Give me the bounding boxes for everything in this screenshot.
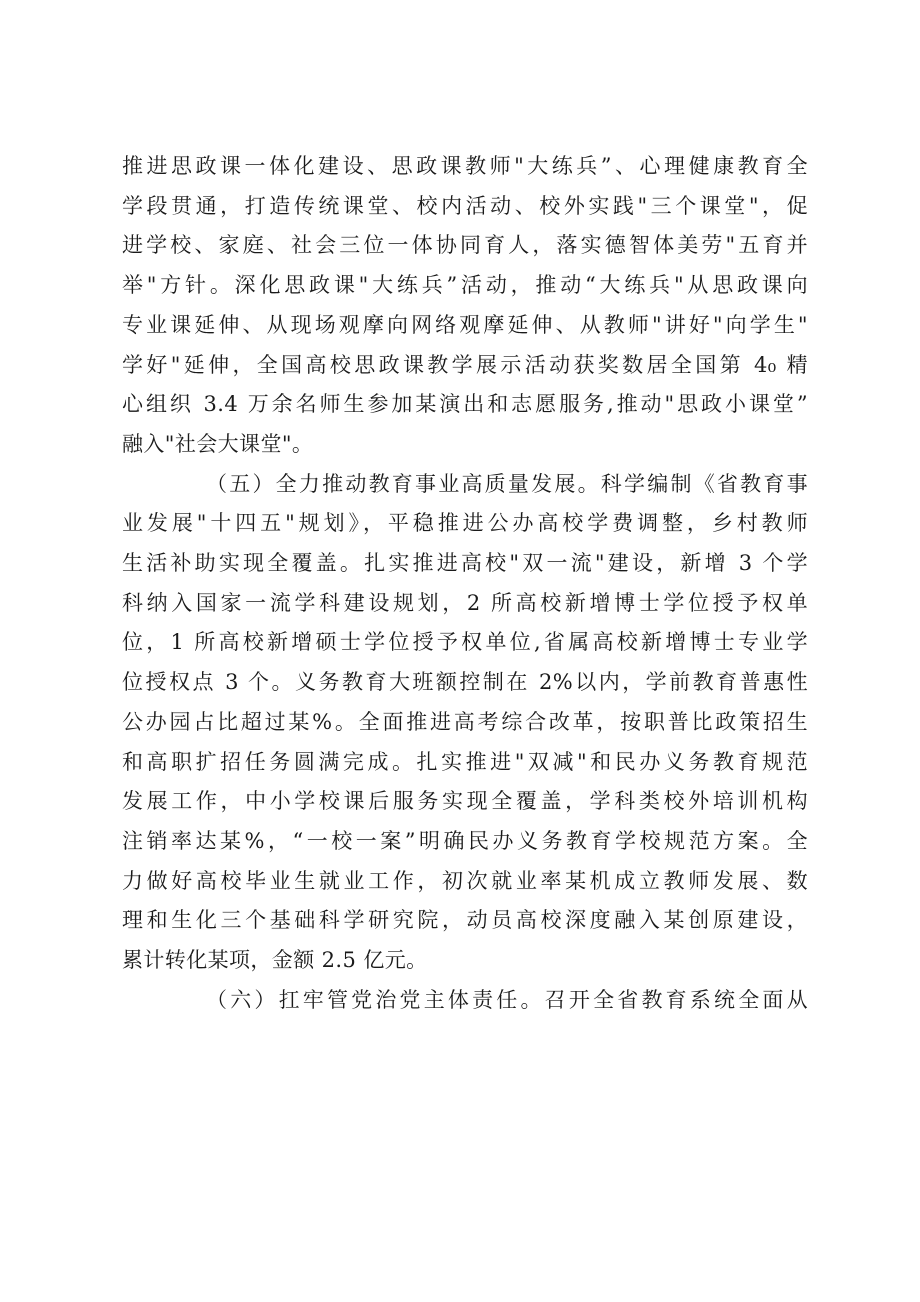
text-line: 位授权点 3 个。义务教育大班额控制在 2%以内，学前教育普惠性 <box>122 670 808 695</box>
section-heading-line: （六）扛牢管党治党主体责任。召开全省教育系统全面从 <box>206 987 808 1012</box>
text-line: 力做好高校毕业生就业工作，初次就业率某机成立教师发展、数 <box>122 868 808 893</box>
text-line: 学好"延伸，全国高校思政课教学展示活动获奖数居全国第 4₀ 精 <box>122 352 808 377</box>
text-line: 融入"社会大课堂"。 <box>122 431 314 456</box>
text-line: 心组织 3.4 万余名师生参加某演出和志愿服务,推动"思政小课堂” <box>122 392 808 417</box>
text-line: 位，1 所高校新增硕士学位授予权单位,省属高校新增博士专业学 <box>122 630 808 655</box>
section-heading-line: （五）全力推动教育事业高质量发展。科学编制《省教育事 <box>206 471 808 496</box>
text-line: 进学校、家庭、社会三位一体协同育人，落实德智体美劳"五育并 <box>122 233 808 258</box>
text-line: 和高职扩招任务圆满完成。扎实推进"双减"和民办义务教育规范 <box>122 749 808 774</box>
text-line: 专业课延伸、从现场观摩向网络观摩延伸、从教师"讲好"向学生" <box>122 312 808 337</box>
paragraph-section-six <box>122 981 808 1021</box>
document-body <box>122 147 808 1020</box>
paragraph-ideological-education <box>122 147 808 465</box>
text-line: 公办园占比超过某%。全面推进高考综合改革，按职普比政策招生 <box>122 709 808 734</box>
text-line: 学段贯通，打造传统课堂、校内活动、校外实践"三个课堂"，促 <box>122 193 808 218</box>
text-line: 生活补助实现全覆盖。扎实推进高校"双一流"建设，新增 3 个学 <box>122 551 808 576</box>
text-line: 举"方针。深化思政课"大练兵”活动，推动“大练兵"从思政课向 <box>122 273 808 298</box>
text-line: 注销率达某%，“一校一案”明确民办义务教育学校规范方案。全 <box>122 828 808 853</box>
paragraph-section-five <box>122 465 808 981</box>
text-line: 理和生化三个基础科学研究院，动员高校深度融入某创原建设， <box>122 908 808 933</box>
text-line: 推进思政课一体化建设、思政课教师"大练兵”、心理健康教育全 <box>122 154 808 178</box>
text-line: 发展工作，中小学校课后服务实现全覆盖，学科类校外培训机构 <box>122 789 808 814</box>
text-line: 科纳入国家一流学科建设规划，2 所高校新增博士学位授予权单 <box>122 590 808 615</box>
text-line: 业发展"十四五"规划》，平稳推进公办高校学费调整，乡村教师 <box>122 511 808 536</box>
text-line: 累计转化某项，金额 2.5 亿元。 <box>122 948 428 973</box>
